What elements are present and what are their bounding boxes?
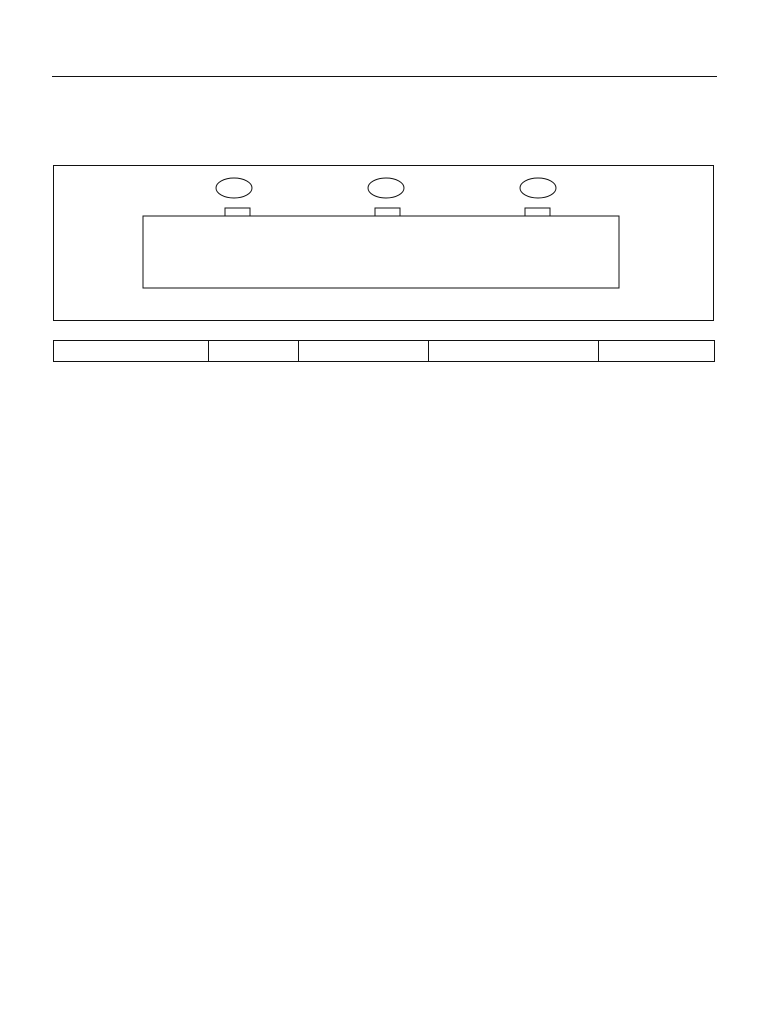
- connector-diagram-svg: [54, 166, 713, 320]
- latch-a20: [525, 208, 550, 216]
- connector-label-a20: [520, 178, 556, 198]
- col-header-symbols: [54, 341, 209, 362]
- terminal-table: [53, 340, 715, 362]
- ecu-connector-body: [143, 216, 619, 288]
- latch-a21: [375, 208, 400, 216]
- col-header-condition: [429, 341, 599, 362]
- table-header-row: [54, 341, 715, 362]
- col-header-spec: [599, 341, 715, 362]
- connector-diagram: [53, 165, 714, 321]
- connector-label-a22: [216, 178, 252, 198]
- connector-label-a21: [368, 178, 404, 198]
- latch-a22: [225, 208, 250, 216]
- header-rule: [52, 76, 717, 77]
- col-header-description: [299, 341, 429, 362]
- col-header-color: [209, 341, 299, 362]
